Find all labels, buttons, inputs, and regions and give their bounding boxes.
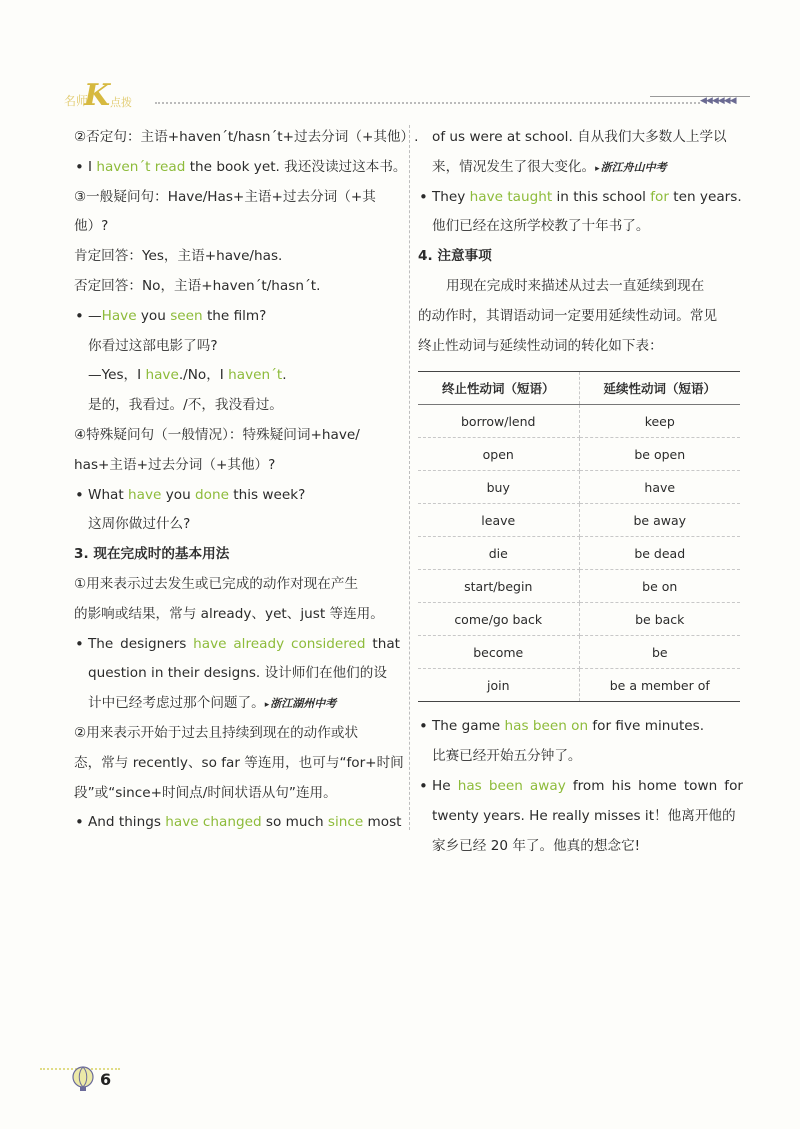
translation-line: 家乡已经 20 年了。他真的想念它!	[432, 837, 641, 854]
table-cell: be back	[579, 603, 740, 636]
table-cell: be open	[579, 438, 740, 471]
table-cell: buy	[418, 471, 579, 504]
left-column	[74, 123, 419, 838]
translation-line: 比赛已经开始五分钟了。	[432, 748, 582, 765]
table-row	[418, 471, 740, 504]
right-column	[418, 123, 743, 861]
page-header	[60, 78, 750, 114]
rule-line: ②用来表示开始于过去且持续到现在的动作或状	[74, 724, 359, 741]
logo-text-left: 名师	[64, 94, 89, 108]
translation-line: 他们已经在这所学校教了十年书了。	[432, 218, 650, 235]
paragraph-line: 用现在完成时来描述从过去一直延续到现在	[446, 277, 705, 294]
table-header-cell: 延续性动词（短语）	[579, 372, 740, 405]
exam-source-tag: ▸ 浙江湖州中考	[265, 697, 337, 710]
section-heading: 3. 现在完成时的基本用法	[74, 546, 230, 563]
table-row	[418, 636, 740, 669]
rule-line: 他）?	[74, 218, 109, 235]
table-cell: become	[418, 636, 579, 669]
example-line: 计中已经考虑过那个问题了。▸ 浙江湖州中考	[74, 689, 400, 719]
rule-line: has+主语+过去分词（+其他）?	[74, 456, 276, 473]
table-row	[418, 438, 740, 471]
table-cell: be dead	[579, 537, 740, 570]
rule-line: 段”或“since+时间点/时间状语从句”连用。	[74, 784, 337, 801]
example-line: 来，情况发生了很大变化。▸ 浙江舟山中考	[418, 153, 743, 183]
rule-line: ④特殊疑问句（一般情况）：特殊疑问词+have/	[74, 426, 360, 443]
table-row	[418, 504, 740, 537]
table-cell: borrow/lend	[418, 405, 579, 438]
example-line: • The game has been on for five minutes.	[418, 712, 743, 742]
rule-line: 的影响或结果，常与 already、yet、just 等连用。	[74, 605, 384, 622]
column-divider	[409, 125, 410, 830]
table-cell: be on	[579, 570, 740, 603]
rule-line: 态，常与 recently、so far 等连用，也可与“for+时间	[74, 754, 404, 771]
example-line: • He has been away from his home town for	[418, 772, 743, 802]
translation-line: 这周你做过什么?	[88, 516, 191, 533]
page-number: 6	[100, 1070, 112, 1089]
example-line: • What have you done this week?	[74, 481, 400, 511]
rule-line: ①用来表示过去发生或已完成的动作对现在产生	[74, 575, 359, 592]
table-cell: join	[418, 669, 579, 702]
translation-line: 你看过这部电影了吗?	[88, 337, 218, 354]
table-cell: come/go back	[418, 603, 579, 636]
table-cell: keep	[579, 405, 740, 438]
example-line: question in their designs. 设计师们在他们的设	[88, 665, 387, 682]
translation-line: 是的，我看过。/不，我没看过。	[88, 397, 283, 414]
table-header-cell: 终止性动词（短语）	[418, 372, 579, 405]
paragraph-line: 的动作时，其谓语动词一定要用延续性动词。常见	[418, 307, 718, 324]
verb-conversion-table	[418, 371, 740, 702]
paragraph-line: 终止性动词与延续性动词的转化如下表：	[418, 337, 663, 354]
table-row	[418, 603, 740, 636]
table-cell: be away	[579, 504, 740, 537]
example-line: • And things have changed so much since most	[74, 808, 400, 838]
table-row	[418, 537, 740, 570]
rule-line: ②否定句：主语+haven´t/hasn´t+过去分词（+其他）.	[74, 129, 419, 145]
example-line: —Yes，I have./No，I haven´t.	[88, 367, 287, 384]
table-cell: start/begin	[418, 570, 579, 603]
section-logo	[60, 78, 155, 114]
header-dotted-rule	[155, 102, 700, 104]
header-arrows-icon: ◀◀◀◀◀◀	[700, 96, 736, 106]
table-row	[418, 669, 740, 702]
example-line: of us were at school. 自从我们大多数人上学以	[432, 129, 727, 145]
table-cell: be a member of	[579, 669, 740, 702]
table-cell: be	[579, 636, 740, 669]
hot-air-balloon-icon	[70, 1066, 96, 1092]
logo-k-letter: K	[84, 78, 111, 113]
table-cell: die	[418, 537, 579, 570]
table-cell: leave	[418, 504, 579, 537]
example-line: • The designers have already considered that	[74, 630, 400, 660]
rule-line: ③一般疑问句：Have/Has+主语+过去分词（+其	[74, 188, 376, 205]
example-line: • —Have you seen the film?	[74, 302, 400, 332]
table-row	[418, 570, 740, 603]
rule-line: 肯定回答：Yes，主语+have/has.	[74, 248, 283, 265]
table-cell: open	[418, 438, 579, 471]
logo-text-right: 点拨	[110, 96, 132, 109]
section-heading: 4. 注意事项	[418, 248, 492, 265]
example-line: • They have taught in this school for ten years.	[418, 183, 743, 213]
table-header-row	[418, 372, 740, 405]
example-line: • I haven´t read the book yet. 我还没读过这本书。	[74, 153, 400, 183]
page-number-badge	[40, 1060, 160, 1096]
table-row	[418, 405, 740, 438]
rule-line: 否定回答：No，主语+haven´t/hasn´t.	[74, 277, 321, 294]
example-line: twenty years. He really misses it！他离开他的	[432, 807, 736, 824]
exam-source-tag: ▸ 浙江舟山中考	[595, 161, 667, 174]
table-cell: have	[579, 471, 740, 504]
